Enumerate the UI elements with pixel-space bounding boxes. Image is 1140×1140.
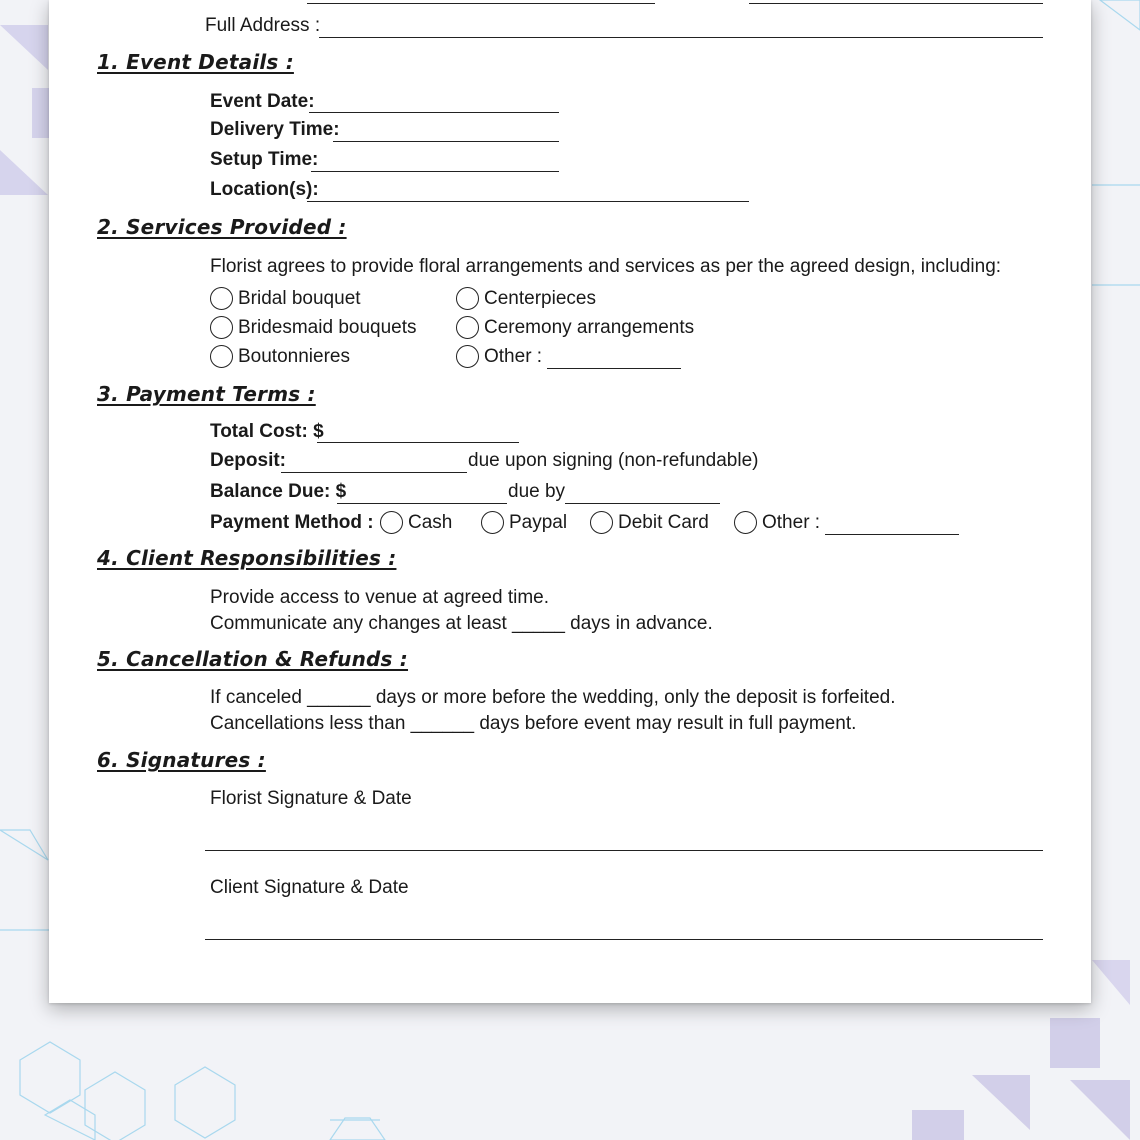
client-signature-line[interactable] [205,939,1043,940]
event-details-title: 1. Event Details : [97,50,294,74]
cancellation-line-1: If canceled ______ days or more before the wedding, only the deposit is forfeited. [210,687,896,708]
centerpieces-label: Centerpieces [484,288,596,309]
total-cost-line[interactable] [317,442,519,443]
paypal-label: Paypal [509,512,568,533]
payment-other-line[interactable] [825,534,959,535]
locations-label: Location(s): [210,179,319,200]
full-address-label: Full Address : [205,15,321,36]
services-intro: Florist agrees to provide floral arrangements and services as per the agreed design, including: [210,256,1002,277]
cancellation-line-2: Cancellations less than ______ days before event may result in full payment. [210,713,857,734]
total-cost-label: Total Cost: $ [210,421,324,442]
signatures-title: 6. Signatures : [97,748,266,772]
ceremony-arrangements-label: Ceremony arrangements [484,317,695,338]
bridesmaid-bouquets-radio[interactable] [210,316,233,339]
deposit-line[interactable] [281,472,467,473]
due-by-line[interactable] [565,503,720,504]
cancellation-title: 5. Cancellation & Refunds : [97,647,409,671]
payment-other-radio[interactable] [734,511,757,534]
payment-title: 3. Payment Terms : [97,382,316,406]
contract-page [49,0,1091,1003]
payment-method-label: Payment Method : [210,512,374,533]
bridal-bouquet-radio[interactable] [210,287,233,310]
debit-card-label: Debit Card [618,512,709,533]
full-address-line[interactable] [319,37,1043,38]
services-title: 2. Services Provided : [97,215,347,239]
balance-due-label: Balance Due: $ [210,481,347,502]
payment-other-label: Other : [762,512,821,533]
services-other-label: Other : [484,346,543,367]
due-by-label: due by [508,481,566,502]
bridesmaid-bouquets-label: Bridesmaid bouquets [238,317,417,338]
name-line[interactable] [307,3,655,4]
phone-line[interactable] [749,3,1043,4]
client-line-2: Communicate any changes at least _____ days in advance. [210,613,713,634]
paypal-radio[interactable] [481,511,504,534]
florist-signature-label: Florist Signature & Date [210,788,412,809]
delivery-time-line[interactable] [333,141,559,142]
setup-time-label: Setup Time: [210,149,319,170]
event-date-line[interactable] [309,112,559,113]
locations-line[interactable] [307,201,749,202]
services-other-radio[interactable] [456,345,479,368]
delivery-time-label: Delivery Time: [210,119,340,140]
setup-time-line[interactable] [311,171,559,172]
deposit-suffix: due upon signing (non-refundable) [468,450,759,471]
client-line-1: Provide access to venue at agreed time. [210,587,550,608]
client-title: 4. Client Responsibilities : [97,546,397,570]
event-date-label: Event Date: [210,91,315,112]
services-other-line[interactable] [547,368,681,369]
cash-label: Cash [408,512,453,533]
cash-radio[interactable] [380,511,403,534]
centerpieces-radio[interactable] [456,287,479,310]
ceremony-arrangements-radio[interactable] [456,316,479,339]
bridal-bouquet-label: Bridal bouquet [238,288,361,309]
florist-signature-line[interactable] [205,850,1043,851]
boutonnieres-radio[interactable] [210,345,233,368]
balance-due-line[interactable] [337,503,507,504]
boutonnieres-label: Boutonnieres [238,346,350,367]
client-signature-label: Client Signature & Date [210,877,409,898]
debit-card-radio[interactable] [590,511,613,534]
deposit-label: Deposit: [210,450,286,471]
